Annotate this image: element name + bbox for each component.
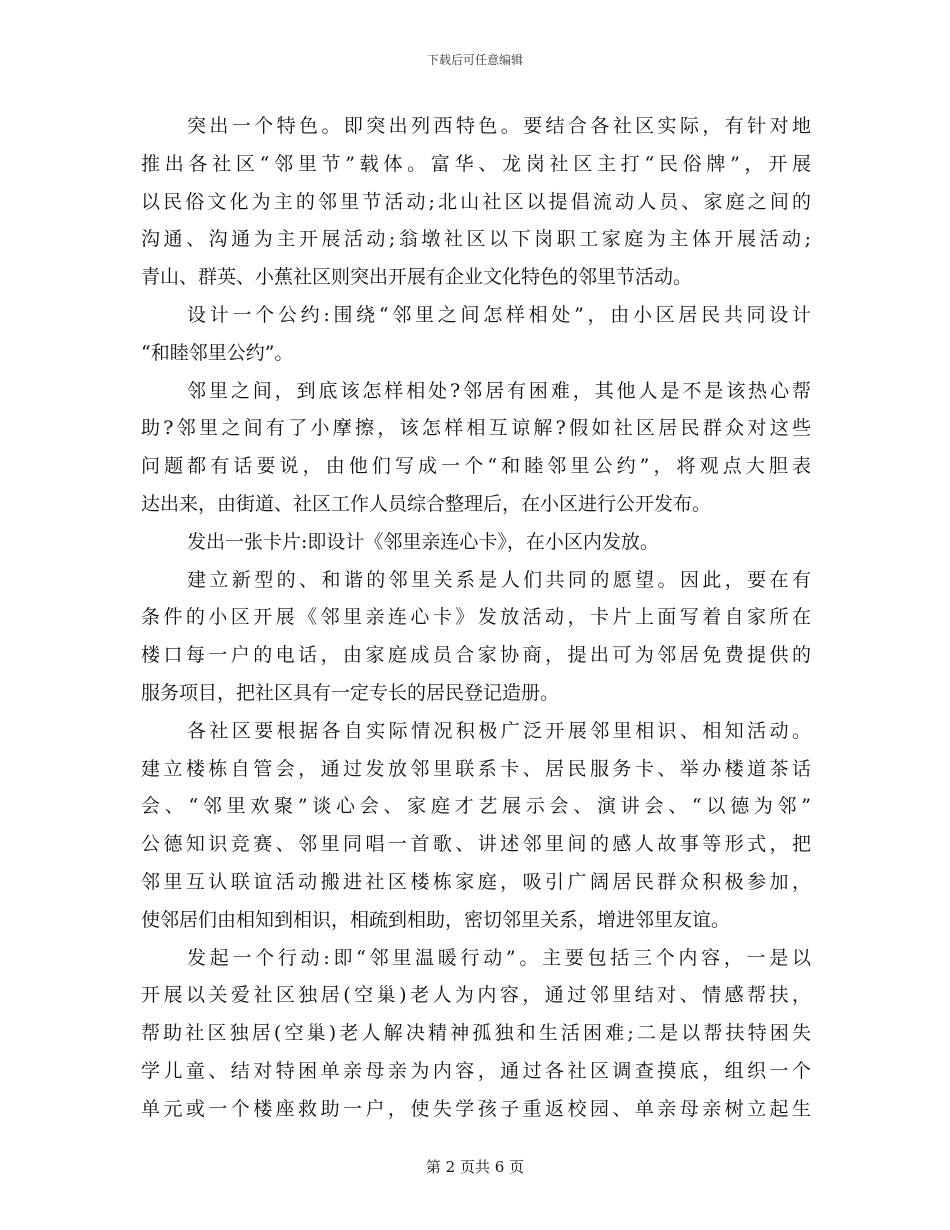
text-line: 建立新型的、和谐的邻里关系是人们共同的愿望。因此，要在有 (187, 568, 811, 591)
text-line: 突出一个特色。即突出列西特色。要结合各社区实际，有针对地 (187, 115, 811, 137)
text-line: 沟通、沟通为主开展活动;翁墩社区以下岗职工家庭为主体开展活动; (141, 228, 811, 251)
text-line: 以民俗文化为主的邻里节活动;北山社区以提倡流动人员、家庭之间的 (141, 190, 811, 213)
text-line: 开展以关爱社区独居(空巢)老人为内容，通过邻里结对、情感帮扶， (141, 984, 811, 1007)
page-number: 第 2 页共 6 页 (425, 1158, 525, 1176)
text-line: 邻里互认联谊活动搬进社区楼栋家庭，吸引广阔居民群众积极参加， (141, 870, 811, 893)
text-line: 帮助社区独居(空巢)老人解决精神孤独和生活困难;二是以帮扶特困失 (141, 1022, 811, 1045)
text-line: “和睦邻里公约”。 (141, 341, 294, 364)
text-line: 公德知识竞赛、邻里同唱一首歌、讲述邻里间的感人故事等形式，把 (141, 833, 811, 856)
text-line: 发出一张卡片:即设计《邻里亲连心卡》，在小区内发放。 (187, 530, 659, 553)
text-line: 设计一个公约:围绕“邻里之间怎样相处”，由小区居民共同设计 (187, 303, 811, 326)
text-line: 达出来，由街道、社区工作人员综合整理后，在小区进行公开发布。 (141, 492, 712, 515)
text-line: 学儿童、结对特困单亲母亲为内容，通过各社区调查摸底，组织一个 (141, 1059, 811, 1082)
text-line: 发起一个行动:即“邻里温暖行动”。主要包括三个内容，一是以 (187, 946, 811, 969)
text-line: 服务项目，把社区具有一定专长的居民登记造册。 (141, 681, 560, 704)
text-line: 问题都有话要说，由他们写成一个“和睦邻里公约”，将观点大胆表 (141, 455, 811, 478)
text-line: 青山、群英、小蕉社区则突出开展有企业文化特色的邻里节活动。 (141, 266, 693, 289)
text-line: 会、“邻里欢聚”谈心会、家庭才艺展示会、演讲会、“以德为邻” (141, 795, 811, 818)
text-line: 楼口每一户的电话，由家庭成员合家协商，提出可为邻居免费提供的 (141, 644, 811, 667)
text-line: 邻里之间，到底该怎样相处?邻居有困难，其他人是不是该热心帮 (187, 379, 811, 402)
text-line: 各社区要根据各自实际情况积极广泛开展邻里相识、相知活动。 (187, 719, 811, 742)
text-line: 助?邻里之间有了小摩擦，该怎样相互谅解?假如社区居民群众对这些 (141, 417, 811, 440)
text-line: 条件的小区开展《邻里亲连心卡》发放活动，卡片上面写着自家所在 (141, 606, 811, 629)
text-line: 单元或一个楼座救助一户，使失学孩子重返校园、单亲母亲树立起生 (141, 1097, 811, 1120)
text-line: 使邻居们由相知到相识，相疏到相助，密切邻里关系，增进邻里友谊。 (141, 908, 731, 931)
page-header-note: 下载后可任意编辑 (426, 53, 523, 67)
document-body (141, 108, 811, 1129)
text-line: 建立楼栋自管会，通过发放邻里联系卡、居民服务卡、举办楼道茶话 (141, 757, 811, 780)
text-line: 推出各社区“邻里节”载体。富华、龙岗社区主打“民俗牌”，开展 (141, 152, 811, 175)
